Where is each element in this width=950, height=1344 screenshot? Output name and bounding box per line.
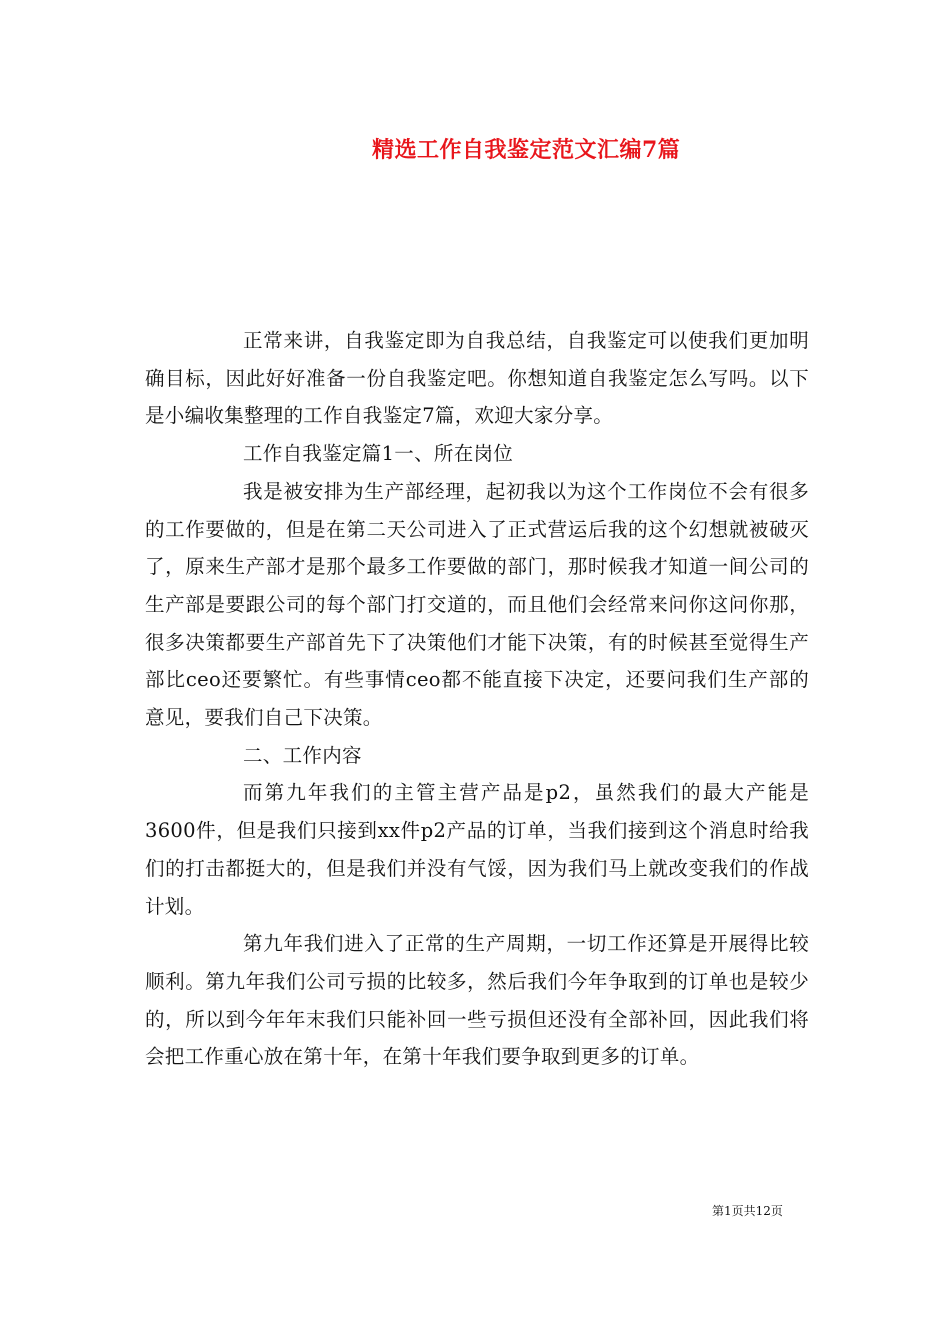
paragraph-heading-1: 工作自我鉴定篇1一、所在岗位 (243, 442, 514, 466)
paragraph-heading-2: 二、工作内容 (243, 743, 362, 767)
paragraph-year-nine: 第九年我们进入了正常的生产周期，一切工作还算是开展得比较顺利。第九年我们公司亏损的比较多，然后我们今年争取到的订单也是较少的，所以到今年年末我们只能补回一些亏损但还没有全部补回，因此我们将会把工作重心放在第十年，在第十年我们要争取到更多的订单。 (145, 932, 809, 1069)
paragraph-content: 而第九年我们的主管主营产品是p2，虽然我们的最大产能是3600件，但是我们只接到xx件p2产品的订单，当我们接到这个消息时给我们的打击都挺大的，但是我们并没有气馁，因为我们马上就改变我们的作战计划。 (145, 781, 809, 918)
document-body (145, 322, 809, 1076)
paragraph-intro: 正常来讲，自我鉴定即为自我总结，自我鉴定可以使我们更加明确目标，因此好好准备一份自我鉴定吧。你想知道自我鉴定怎么写吗。以下是小编收集整理的工作自我鉴定7篇，欢迎大家分享。 (145, 329, 809, 428)
page-number: 第1页共12页 (712, 1204, 783, 1218)
document-title: 精选工作自我鉴定范文汇编7篇 (372, 137, 681, 163)
paragraph-position: 我是被安排为生产部经理，起初我以为这个工作岗位不会有很多的工作要做的，但是在第二天公司进入了正式营运后我的这个幻想就被破灭了，原来生产部才是那个最多工作要做的部门，那时候我才知道一间公司的生产部是要跟公司的每个部门打交道的，而且他们会经常来问你这问你那，很多决策都要生产部首先下了决策他们才能下决策，有的时候甚至觉得生产部比ceo还要繁忙。有些事情ceo都不能直接下决定，还要问我们生产部的意见，要我们自己下决策。 (145, 479, 809, 730)
